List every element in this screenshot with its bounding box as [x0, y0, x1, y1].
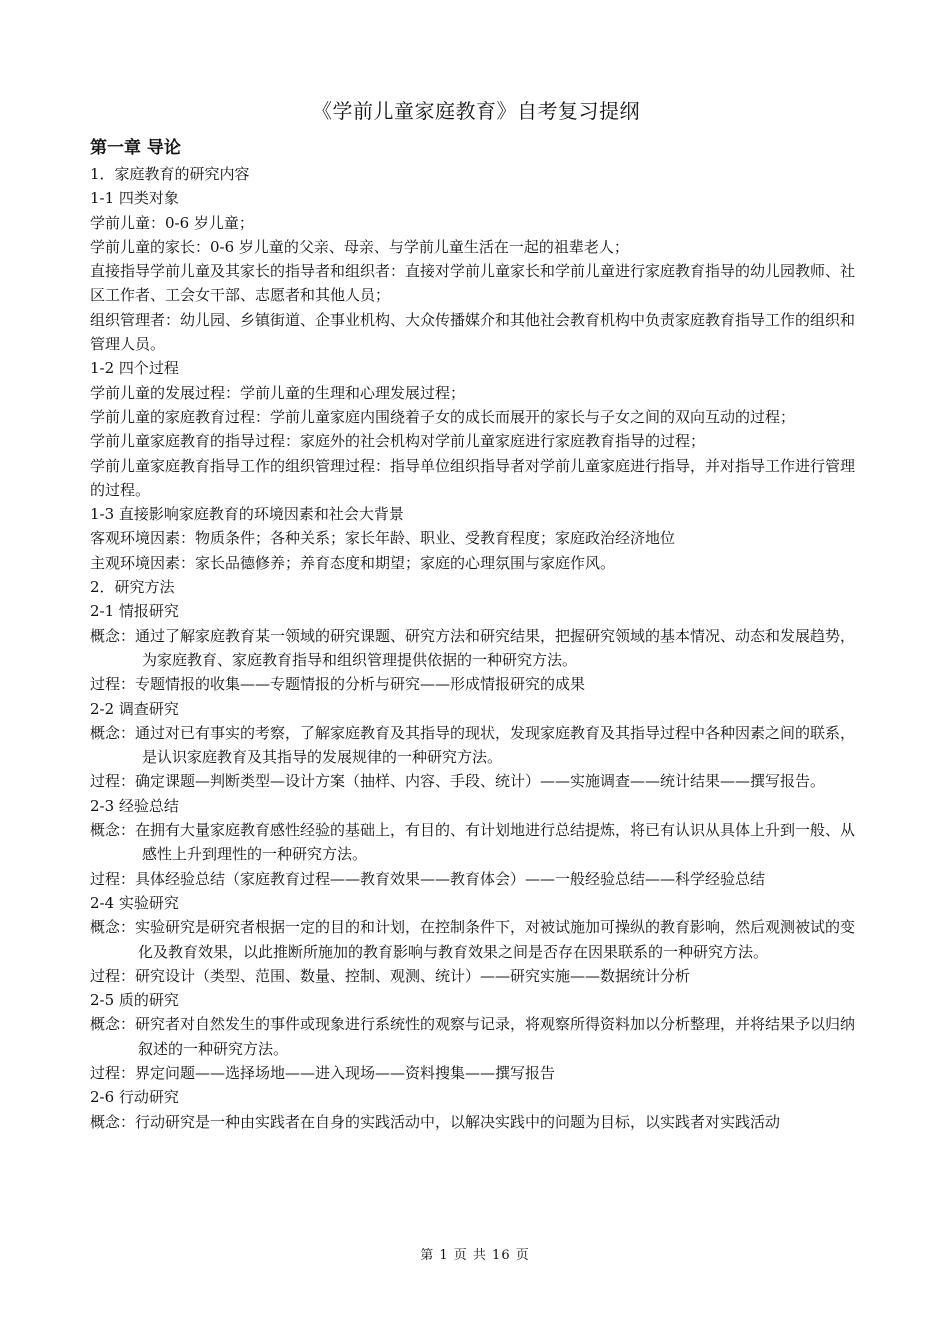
subsection-heading: 2-3 经验总结 — [90, 796, 179, 815]
concept-paragraph: 概念：实验研究是研究者根据一定的目的和计划，在控制条件下，对被试施加可操纵的教育影响，然后观测被试的变化及教育效果，以此推断所施加的教育影响与教育效果之间是否存在因果联系的一种研究方法。 — [90, 918, 856, 961]
subsection-heading: 1-1 四类对象 — [90, 189, 179, 208]
concept-line: 概念：行动研究是一种由实践者在自身的实践活动中，以解决实践中的问题为目标，以实践者对实践活动 — [90, 1112, 781, 1131]
body-paragraph: 组织管理者：幼儿园、乡镇街道、企事业机构、大众传播媒介和其他社会教育机构中负责家庭教育指导工作的组织和管理人员。 — [90, 310, 856, 354]
body-paragraph: 学前儿童家庭教育指导工作的组织管理过程：指导单位组织指导者对学前儿童家庭进行指导，并对指导工作进行管理的过程。 — [90, 456, 856, 499]
concept-paragraph: 概念：通过对已有事实的考察，了解家庭教育及其指导的现状，发现家庭教育及其指导过程中各种因素之间的联系，是认识家庭教育及其指导的发展规律的一种研究方法。 — [90, 723, 856, 767]
page-footer: 第 1 页 共 16 页 — [420, 1248, 530, 1263]
body-line: 学前儿童家庭教育的指导过程：家庭外的社会机构对学前儿童家庭进行家庭教育指导的过程； — [90, 432, 706, 451]
body-paragraph: 学前儿童的家庭教育过程：学前儿童家庭内围绕着子女的成长而展开的家长与子女之间的双向互动的过程； — [90, 407, 796, 426]
section-heading: 2．研究方法 — [90, 578, 175, 597]
subsection-heading: 2-1 情报研究 — [90, 602, 179, 621]
subsection-heading: 2-6 行动研究 — [90, 1088, 179, 1107]
process-line: 过程：具体经验总结（家庭教育过程——教育效果——教育体会）——一般经验总结——科学经验总结 — [90, 869, 766, 888]
subsection-heading: 1-2 四个过程 — [90, 359, 179, 378]
body-line: 学前儿童的家长：0-6 岁儿童的父亲、母亲、与学前儿童生活在一起的祖辈老人； — [90, 237, 629, 256]
body-line: 学前儿童的发展过程：学前儿童的生理和心理发展过程； — [90, 383, 466, 402]
document-title: 《学前儿童家庭教育》自考复习提纲 — [312, 99, 640, 123]
section-heading: 1．家庭教育的研究内容 — [90, 165, 250, 183]
chapter-heading: 第一章 导论 — [90, 138, 181, 158]
body-line: 客观环境因素：物质条件；各种关系；家长年龄、职业、受教育程度；家庭政治经济地位 — [90, 529, 676, 548]
concept-paragraph: 概念：通过了解家庭教育某一领域的研究课题、研究方法和研究结果，把握研究领域的基本情况、动态和发展趋势，为家庭教育、家庭教育指导和组织管理提供依据的一种研究方法。 — [90, 626, 856, 669]
process-line: 过程：研究设计（类型、范围、数量、控制、观测、统计）——研究实施——数据统计分析 — [90, 966, 691, 985]
subsection-heading: 2-2 调查研究 — [90, 699, 179, 718]
process-line: 过程：界定问题——选择场地——进入现场——资料搜集——撰写报告 — [90, 1063, 556, 1082]
body-line: 学前儿童：0-6 岁儿童； — [90, 213, 254, 232]
body-paragraph: 直接指导学前儿童及其家长的指导者和组织者：直接对学前儿童家长和学前儿童进行家庭教育指导的幼儿园教师、社区工作者、工会女干部、志愿者和其他人员； — [90, 262, 856, 305]
subsection-heading: 2-4 实验研究 — [90, 893, 179, 912]
process-line: 过程：专题情报的收集——专题情报的分析与研究——形成情报研究的成果 — [90, 675, 586, 694]
body-line: 主观环境因素：家长品德修养；养育态度和期望；家庭的心理氛围与家庭作风。 — [90, 553, 616, 572]
concept-paragraph: 概念：在拥有大量家庭教育感性经验的基础上，有目的、有计划地进行总结提炼，将已有认识从具体上升到一般、从感性上升到理性的一种研究方法。 — [90, 821, 856, 864]
process-paragraph: 过程：确定课题—判断类型—设计方案（抽样、内容、手段、统计）——实施调查——统计结果——撰写报告。 — [90, 772, 826, 791]
document-page — [90, 96, 862, 1134]
subsection-heading: 2-5 质的研究 — [90, 991, 179, 1010]
subsection-heading: 1-3 直接影响家庭教育的环境因素和社会大背景 — [90, 505, 404, 524]
concept-paragraph: 概念：研究者对自然发生的事件或现象进行系统性的观察与记录，将观察所得资料加以分析整理，并将结果予以归纳叙述的一种研究方法。 — [90, 1015, 856, 1058]
